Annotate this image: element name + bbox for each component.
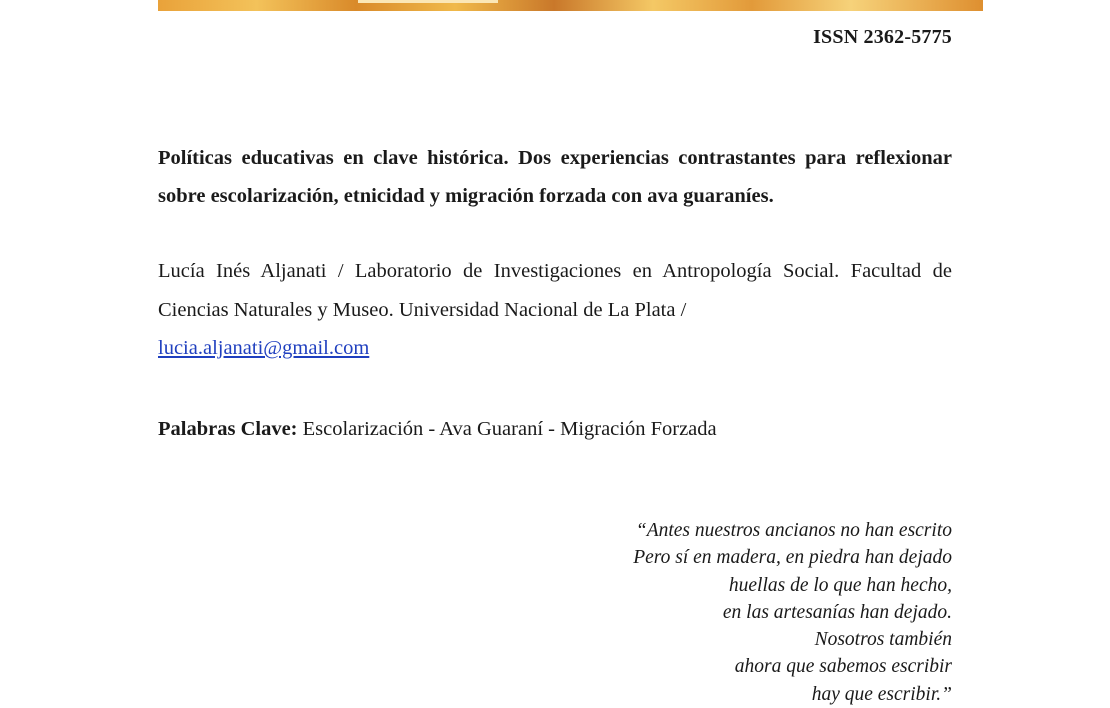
epigraph-line: “Antes nuestros ancianos no han escrito xyxy=(635,520,952,541)
epigraph-line: hay que escribir.” xyxy=(811,683,952,705)
epigraph-line: Pero sí en madera, en piedra han dejado xyxy=(633,547,952,569)
author-affiliation xyxy=(158,252,952,368)
article-title: Políticas educativas en clave histórica. Dos experiencias contrastantes para reflexionar sobre escolarización, etnicidad y migración forzada con ava guaraníes. xyxy=(158,147,952,207)
epigraph-line: en las artesanías han dejado. xyxy=(722,601,952,623)
keywords-label: Palabras Clave: xyxy=(158,418,298,440)
epigraph-line: ahora que sabemos escribir xyxy=(734,656,952,678)
affiliation-text: Lucía Inés Aljanati / Laboratorio de Investigaciones en Antropología Social. Facultad de Ciencias Naturales y Museo. Universidad Nacional de La Plata / xyxy=(158,260,952,321)
keywords-line xyxy=(158,414,952,444)
author-email-link[interactable]: lucia.aljanati@gmail.com xyxy=(158,337,370,359)
epigraph xyxy=(560,517,952,708)
epigraph-line: Nosotros también xyxy=(814,629,952,651)
keywords-text: Escolarización - Ava Guaraní - Migración Forzada xyxy=(302,418,717,440)
header-banner-image xyxy=(158,0,983,11)
issn-label: ISSN 2362-5775 xyxy=(813,26,952,48)
epigraph-line: huellas de lo que han hecho, xyxy=(728,574,952,596)
banner-highlight xyxy=(358,0,498,3)
